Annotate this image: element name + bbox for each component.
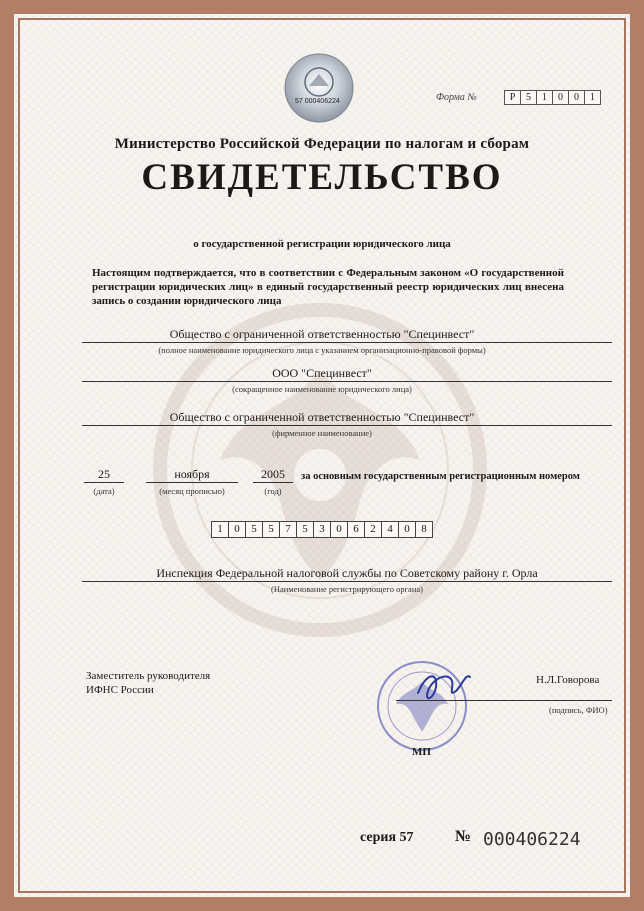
ogrn-digit: 5: [262, 521, 280, 538]
short-name-value: ООО "Специнвест": [272, 366, 372, 380]
signatory-position-line1: Заместитель руководителя: [86, 670, 211, 682]
document-subtitle: о государственной регистрации юридического лица: [193, 238, 451, 250]
form-code-cell: 1: [584, 90, 601, 105]
date-month: ноября: [174, 467, 210, 481]
ogrn-digit: 2: [364, 521, 382, 538]
ogrn-boxes: [212, 521, 433, 538]
signature-line: [396, 700, 612, 701]
seal-place-label: МП: [412, 746, 431, 758]
serial-number: 000406224: [483, 829, 581, 850]
date-month-caption: (месяц прописью): [159, 486, 225, 496]
full-name-line: [82, 342, 612, 343]
ogrn-digit: 5: [245, 521, 263, 538]
signatory-position-line2: ИФНС России: [86, 684, 154, 696]
ogrn-digit: 8: [415, 521, 433, 538]
serial-label: серия 57: [360, 830, 414, 845]
date-year-caption: (год): [264, 486, 282, 496]
form-code-cell: 5: [520, 90, 537, 105]
ogrn-digit: 4: [381, 521, 399, 538]
ogrn-digit: 0: [228, 521, 246, 538]
form-code-cell: 1: [536, 90, 553, 105]
date-day: 25: [98, 467, 110, 481]
date-month-line: [146, 482, 238, 483]
ministry-heading: Министерство Российской Федерации по налогам и сборам: [114, 136, 530, 152]
authority-value: Инспекция Федеральной налоговой службы по Советскому району г. Орла: [156, 566, 538, 580]
confirmation-paragraph: Настоящим подтверждается, что в соответствии с Федеральным законом «О государственной регистрации юридических лиц» в единый государственный реестр юридических лиц внесена запись о создании юридического лица: [92, 267, 564, 307]
form-code-cell: Р: [504, 90, 521, 105]
document-title: СВИДЕТЕЛЬСТВО: [141, 157, 503, 198]
registration-number-intro: за основным государственным регистрационным номером: [301, 471, 580, 482]
authority-line: [82, 581, 612, 582]
firm-name-caption: (фирменное наименование): [272, 428, 372, 438]
date-year: 2005: [261, 467, 285, 481]
signature: [408, 663, 478, 713]
short-name-caption: (сокращенное наименование юридического лица): [232, 384, 412, 394]
short-name-line: [82, 381, 612, 382]
form-code-boxes: [505, 90, 601, 105]
hologram-seal: [283, 52, 355, 124]
form-code-cell: 0: [568, 90, 585, 105]
ogrn-digit: 0: [398, 521, 416, 538]
serial-number-sign: №: [455, 828, 472, 845]
firm-name-value: Общество с ограниченной ответственностью "Специнвест": [169, 410, 475, 424]
ogrn-digit: 6: [347, 521, 365, 538]
ogrn-digit: 0: [330, 521, 348, 538]
form-label: Форма №: [436, 92, 477, 103]
ogrn-digit: 3: [313, 521, 331, 538]
ogrn-digit: 1: [211, 521, 229, 538]
signature-caption: (подпись, ФИО): [549, 705, 608, 715]
full-name-value: Общество с ограниченной ответственностью "Специнвест": [169, 327, 475, 341]
ogrn-digit: 7: [279, 521, 297, 538]
date-year-line: [253, 482, 293, 483]
signatory-name: Н.Л.Говорова: [536, 674, 600, 686]
authority-caption: (Наименование регистрирующего органа): [271, 584, 423, 594]
date-day-caption: (дата): [93, 486, 115, 496]
hologram-number: 57 000406224: [295, 98, 340, 105]
date-day-line: [84, 482, 124, 483]
ogrn-digit: 5: [296, 521, 314, 538]
full-name-caption: (полное наименование юридического лица с указанием организационно-правовой формы): [158, 345, 486, 355]
form-code-cell: 0: [552, 90, 569, 105]
firm-name-line: [82, 425, 612, 426]
